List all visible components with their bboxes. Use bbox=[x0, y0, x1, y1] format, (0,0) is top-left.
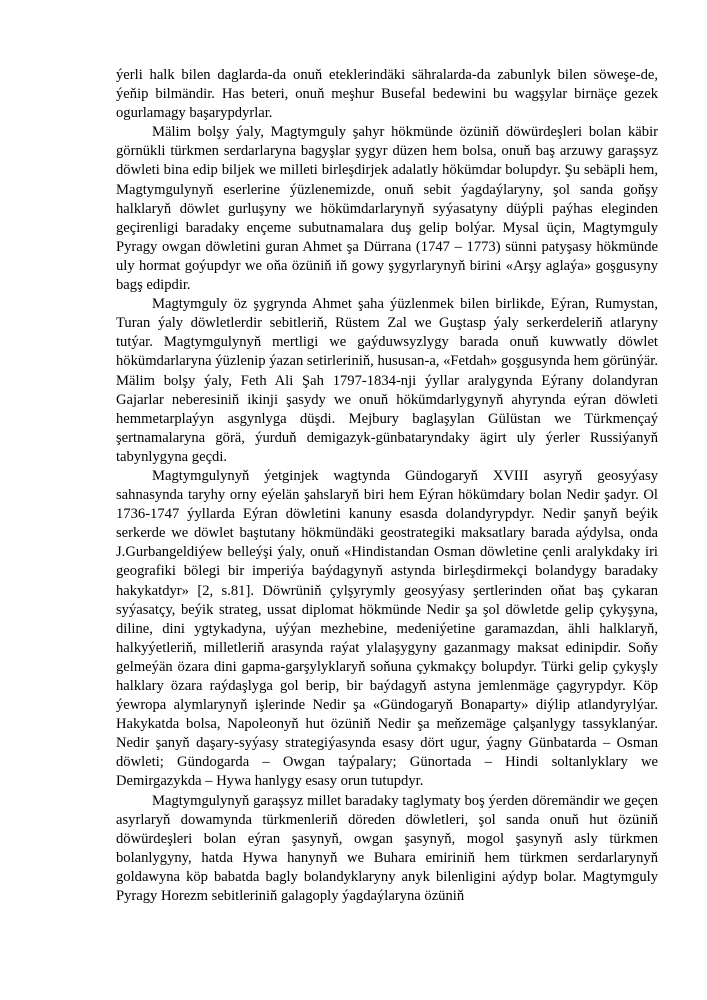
paragraph-3: Magtymguly öz şygrynda Ahmet şaha ýüzlenmek bilen birlikde, Eýran, Rumystan, Turan ýaly döwletlerdir sebitleriň, Rüstem Zal we Guştasp ýaly serkerdeleriň atlaryny tutýar. Magtymgulynyň mertligi we gaýduwsyzlygy barada onuň kuwwatly döwlet hökümdarlaryna ýüzlenip ýazan setirleriniň, hususan-a, «Fetdah» goşgusynda hem görünýär. Mälim bolşy ýaly, Feth Ali Şah 1797-1834-nji ýyllar aralygynda Eýrany dolandyran Gajarlar neberesiniň ikinji şasydy we onuň hökümdarlygynyň ahyrynda eýran döwleti hemmetarplaýyn asgynlyga düşdi. Mejbury baglaşylan Gülüstan we Türkmençaý şertnamalaryna görä, ýurduň demigazyk-günbataryndaky ägirt uly ýerler Russiýanyň tabynlygyna geçdi. bbox=[116, 296, 658, 465]
paragraph-1: ýerli halk bilen daglarda-da onuň eteklerindäki sähralarda-da zabunlyk bilen söweşe-de, ýeňip bilmändir. Has beteri, onuň meşhur Busefal bedewini bu wagşylar birnäçe gezek ogurlamagy başarypdyrlar. bbox=[116, 67, 658, 122]
paragraph-2: Mälim bolşy ýaly, Magtymguly şahyr hökmünde özüniň döwürdeşleri bolan käbir görnükli türkmen serdarlaryna bagyşlar şygyr düzen hem bolsa, onuň baş arzuwy garaşsyz döwleti bina edip biljek we milleti birleşdirjek adalatly hökümdar bolupdyr. Şu sebäpli hem, Magtymgulynyň eserlerine ýüzlenemizde, onuň sebit ýagdaýlaryny, şol sanda goňşy halklaryň döwlet gurluşyny we hökümdarlarynyň syýasatyny düýpli paýhas eleginden geçirenligi baradaky ençeme subutnamalara duş gelip bolýar. Mysal üçin, Magtymguly Pyragy owgan döwletini guran Ahmet şa Dürrana (1747 – 1773) sünni patyşasy hökmünde uly hormat goýupdyr we oňa özüniň iň gowy şygyrlarynyň birini «Arşy aglaýa» goşgusyny bagş edipdir. bbox=[116, 124, 658, 294]
paragraph-4: Magtymgulynyň ýetginjek wagtynda Gündogaryň XVIII asyryň geosyýasy sahnasynda taryhy orny eýelän şahslaryň biri hem Eýran hökümdary bolan Nedir şadyr. Ol 1736-1747 ýyllarda Eýran döwletini kanuny esasda dolandyrypdyr. Nedir şanyň beýik serkerde we döwlet baştutany hökmündäki geostrategiki maksatlary barada aýdylsa, onda J.Gurbangeldiýew belleýşi ýaly, onuň «Hindistandan Osman döwletine çenli aralykdaky iri geografiki bölegi bir imperiýa baýdagynyň astynda birleşdirmekçi bolandygy baradaky hakykatdyr» [2, s.81]. Döwrüniň çylşyrymly geosyýasy şertlerinden oňat baş çykaran syýasatçy, beýik strateg, ussat diplomat hökmünde Nedir şa şol döwletde gelip çykyşyna, diline, dini ygtykadyna, uýýan mezhebine, medeniýetine garamazdan, ähli halklaryň, halkyýetleriň, milletleriň arasynda raýat ylalaşygyny gazanmagy maksat edinipdir. Soňy gelmeýän özara dini gapma-garşylyklaryň soňuna çykmakçy bolupdyr. Türki gelip çykyşly halklary özara raýdaşlyga gol berip, bir baýdagyň astyna jemlenmäge çagyrypdyr. Köp ýewropa alymlarynyň işlerinde Nedir şa «Gündogaryň Bonaparty» diýlip atlandyrylýar. Hakykatda bolsa, Napoleonyň hut özüniň Nedir şa meňzemäge çalşanlygy tassyklanýar. Nedir şanyň daşary-syýasy strategiýasynda esasy dört ugur, ýagny Günbatarda – Osman döwleti; Gündogarda – Owgan taýpalary; Günortada – Hindi soltanlyklary we Demirgazykda – Hywa hanlygy esasy orun tutupdyr. bbox=[116, 467, 658, 790]
document-page bbox=[116, 66, 658, 906]
paragraph-5: Magtymgulynyň garaşsyz millet baradaky taglymaty boş ýerden döremändir we geçen asyrlaryň dowamynda türkmenleriň döreden döwletleri, şol sanda onuň hut özüniň döwürdeşleri bolan eýran şasynyň, owgan şasynyň, mogol şasynyň asly türkmen bolanlygyny, hatda Hywa hanynyň we Buhara emiriniň hem türkmen serdarlarynyň goldawyna köp babatda bagly bolandyklaryny anyk bilenligini aýdyp bolar. Magtymguly Pyragy Horezm sebitleriniň galagoply ýagdaýlaryna özüniň bbox=[116, 792, 658, 905]
